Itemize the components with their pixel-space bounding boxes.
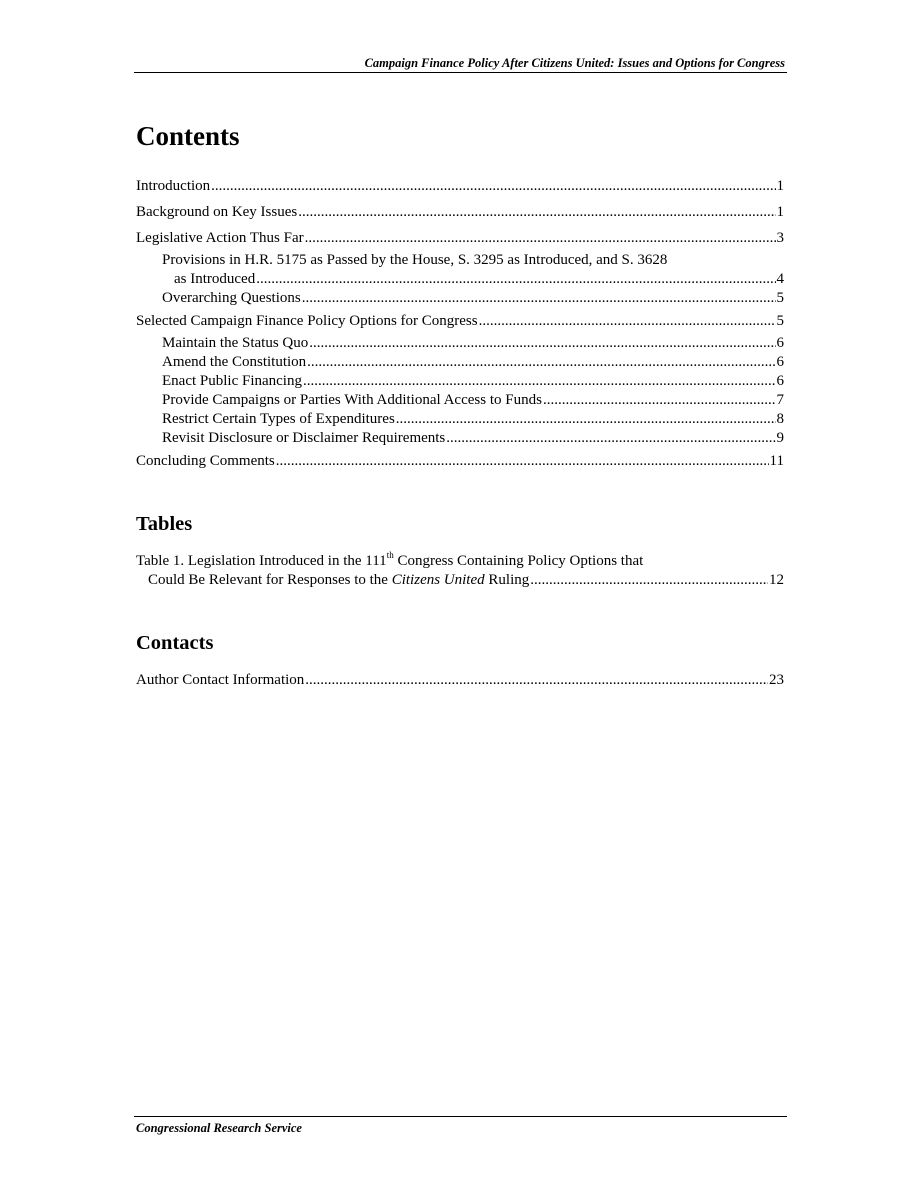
- toc-entry-restrict-expenditures[interactable]: [162, 410, 784, 429]
- toc-entry-selected-options[interactable]: [136, 312, 784, 331]
- toc-page-number: 3: [776, 230, 784, 246]
- page-footer: [134, 1116, 787, 1135]
- running-title: Campaign Finance Policy After Citizens United: Issues and Options for Congress: [364, 56, 785, 70]
- table-1-line1-suffix: Congress Containing Policy Options that: [393, 553, 644, 569]
- toc-entry-amend-constitution[interactable]: [162, 353, 784, 372]
- footer-publisher: Congressional Research Service: [136, 1121, 302, 1135]
- toc-entry-legislative-action[interactable]: [136, 229, 784, 248]
- toc-entry-introduction[interactable]: [136, 177, 784, 196]
- toc-entry-provisions-line1[interactable]: Provisions in H.R. 5175 as Passed by the House, S. 3295 as Introduced, and S. 3628: [162, 252, 668, 268]
- table-1-line1-prefix: Table 1. Legislation Introduced in the 111: [136, 553, 387, 569]
- toc-page-number: 7: [776, 392, 784, 408]
- toc-entry-label: Maintain the Status Quo: [162, 335, 309, 351]
- toc-page-number: 6: [776, 354, 784, 370]
- dot-leader: [276, 452, 769, 471]
- dot-leader: [298, 203, 775, 222]
- running-header: [134, 56, 787, 73]
- toc-entry-author-contact[interactable]: [136, 671, 784, 690]
- dot-leader: [543, 391, 776, 410]
- toc-entry-label: Enact Public Financing: [162, 373, 302, 389]
- toc-page-number: 6: [776, 335, 784, 351]
- table-1-entry-line1[interactable]: [136, 552, 643, 571]
- toc-entry-label: Restrict Certain Types of Expenditures: [162, 411, 395, 427]
- table-1-line2-suffix: Ruling: [484, 572, 530, 588]
- toc-page-number: 11: [769, 453, 784, 469]
- table-1-line2-prefix: Could Be Relevant for Responses to the: [148, 572, 392, 588]
- toc-page-number: 23: [769, 672, 784, 688]
- table-1-line2: [148, 571, 529, 590]
- dot-leader: [530, 571, 768, 590]
- toc-entry-public-financing[interactable]: [162, 372, 784, 391]
- toc-page-number: 4: [776, 271, 784, 287]
- toc-entry-additional-access[interactable]: [162, 391, 784, 410]
- toc-page-number: 5: [776, 290, 784, 306]
- case-name: Citizens United: [391, 572, 485, 588]
- toc-entry-label: Amend the Constitution: [162, 354, 307, 370]
- toc-entry-overarching-questions[interactable]: [162, 289, 784, 308]
- toc-entry-label: Provide Campaigns or Parties With Additional Access to Funds: [162, 392, 542, 408]
- dot-leader: [307, 353, 775, 372]
- dot-leader: [446, 429, 775, 448]
- contents-heading: Contents: [136, 121, 240, 151]
- toc-entry-label: Background on Key Issues: [136, 204, 298, 220]
- toc-entry-concluding-comments[interactable]: [136, 452, 784, 471]
- toc-entry-label: Concluding Comments: [136, 453, 275, 469]
- dot-leader: [309, 334, 775, 353]
- dot-leader: [211, 177, 775, 196]
- dot-leader: [305, 671, 768, 690]
- dot-leader: [303, 372, 776, 391]
- toc-entry-label: Legislative Action Thus Far: [136, 230, 304, 246]
- ordinal-suffix: th: [386, 550, 394, 560]
- toc-entry-label: Author Contact Information: [136, 672, 305, 688]
- toc-entry-label: Overarching Questions: [162, 290, 301, 306]
- toc-page-number: 12: [769, 572, 784, 588]
- contacts-heading: Contacts: [136, 632, 214, 654]
- toc-page-number: 5: [776, 313, 784, 329]
- dot-leader: [396, 410, 776, 429]
- toc-entry-status-quo[interactable]: [162, 334, 784, 353]
- dot-leader: [479, 312, 776, 331]
- dot-leader: [302, 289, 776, 308]
- toc-entry-provisions[interactable]: [174, 270, 784, 289]
- tables-heading: Tables: [136, 513, 193, 535]
- toc-entry-disclosure[interactable]: [162, 429, 784, 448]
- dot-leader: [305, 229, 776, 248]
- dot-leader: [256, 270, 775, 289]
- toc-entry-label: Selected Campaign Finance Policy Options for Congress: [136, 313, 478, 329]
- toc-entry-label: Introduction: [136, 178, 211, 194]
- table-1-entry[interactable]: [148, 571, 784, 590]
- toc-page-number: 9: [776, 430, 784, 446]
- toc-page-number: 1: [776, 178, 784, 194]
- toc-entry-label: as Introduced: [174, 271, 256, 287]
- toc-page-number: 6: [776, 373, 784, 389]
- toc-page-number: 1: [776, 204, 784, 220]
- toc-entry-background[interactable]: [136, 203, 784, 222]
- toc-entry-label: Revisit Disclosure or Disclaimer Requirements: [162, 430, 446, 446]
- toc-page-number: 8: [776, 411, 784, 427]
